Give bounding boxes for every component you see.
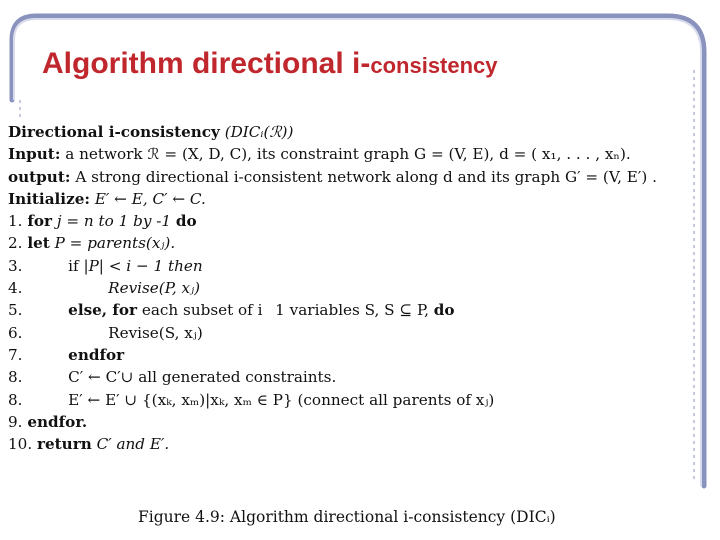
step-line <box>8 277 708 299</box>
algorithm-signature: (DICᵢ(ℛ)) <box>224 123 294 141</box>
step-number: 8. <box>8 390 23 409</box>
step-text: P = parents(xⱼ). <box>54 234 176 253</box>
step-line <box>8 344 708 366</box>
step-keyword: for <box>27 212 52 231</box>
step-line <box>8 389 708 411</box>
step-line <box>8 433 708 455</box>
step-keyword: return <box>36 435 92 454</box>
output-label: output: <box>8 167 71 186</box>
step-text: C′ and E′. <box>96 435 170 454</box>
slide-title <box>42 46 498 79</box>
input-text: a network ℛ = (X, D, C), its constraint graph G = (V, E), d = ( x₁, . . . , xₙ). <box>65 145 631 164</box>
step-number: 4. <box>8 279 23 298</box>
step-text: Revise(P, xⱼ) <box>108 279 201 298</box>
step-text: Revise(S, xⱼ) <box>108 323 203 342</box>
step-keyword: else, for <box>68 301 138 320</box>
algorithm-name: Directional i-consistency <box>8 123 220 141</box>
step-keyword: endfor <box>68 345 125 364</box>
step-number: 10. <box>8 435 33 454</box>
step-keyword-end: do <box>175 212 197 231</box>
step-line <box>8 210 708 232</box>
initialize-label: Initialize: <box>8 189 90 208</box>
output-text: A strong directional i-consistent network along d and its graph G′ = (V, E′) . <box>75 167 657 186</box>
step-line <box>8 232 708 254</box>
title-main: Algorithm directional i- <box>42 47 371 80</box>
step-keyword: endfor. <box>27 412 88 431</box>
algorithm-block <box>8 121 708 455</box>
algorithm-header <box>8 121 708 143</box>
algorithm-input <box>8 143 708 165</box>
step-line <box>8 255 708 277</box>
step-keyword: let <box>27 234 50 253</box>
step-line <box>8 322 708 344</box>
input-label: Input: <box>8 145 61 164</box>
step-text: |P| < i − 1 then <box>83 256 203 275</box>
step-number: 5. <box>8 301 23 320</box>
figure-caption: Figure 4.9: Algorithm directional i-consistency (DICᵢ) <box>138 508 556 526</box>
algorithm-initialize <box>8 188 708 210</box>
step-text: j = n to 1 by -1 <box>56 212 172 231</box>
step-text: C′ ← C′∪ all generated constraints. <box>68 368 337 387</box>
step-number: 2. <box>8 234 23 253</box>
step-text: E′ ← E′ ∪ {(xₖ, xₘ)|xₖ, xₘ ∈ P} (connect all parents of xⱼ) <box>68 390 495 409</box>
step-text: each subset of i 1 variables S, S ⊆ P, <box>141 301 429 320</box>
step-number: 7. <box>8 345 23 364</box>
step-number: 9. <box>8 412 23 431</box>
step-keyword: if <box>68 256 79 275</box>
step-line <box>8 299 708 321</box>
step-number: 8. <box>8 368 23 387</box>
algorithm-output <box>8 166 708 188</box>
step-keyword-end: do <box>433 301 455 320</box>
initialize-text: E′ ← E, C′ ← C. <box>94 189 206 208</box>
step-line <box>8 366 708 388</box>
title-tail: consistency <box>370 53 498 78</box>
step-number: 1. <box>8 212 23 231</box>
step-number: 3. <box>8 256 23 275</box>
step-number: 6. <box>8 323 23 342</box>
step-line <box>8 411 708 433</box>
